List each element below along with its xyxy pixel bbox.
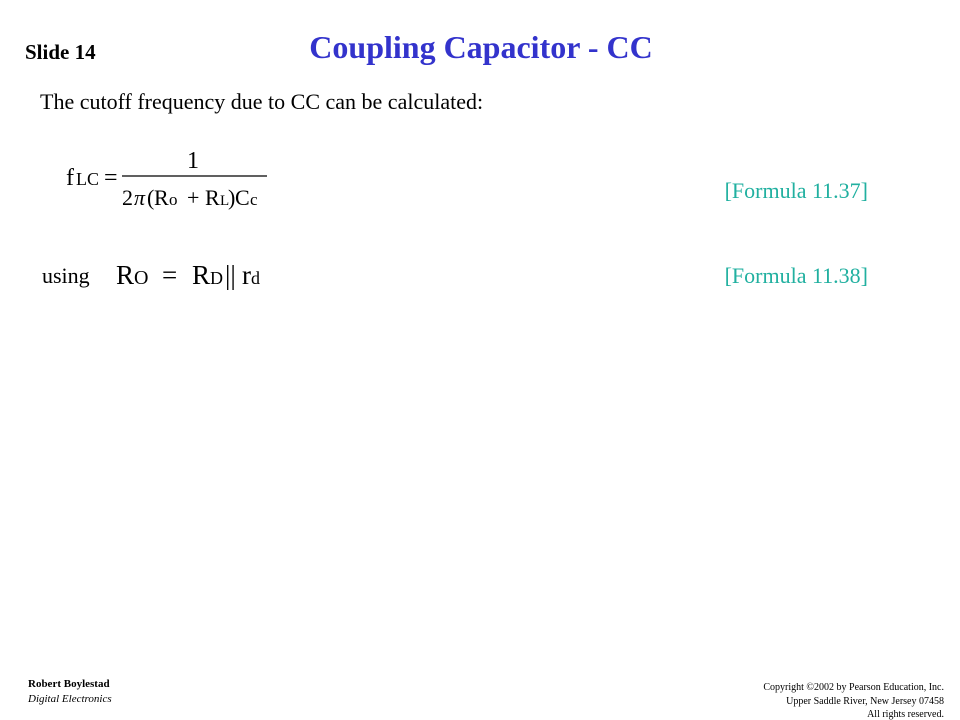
formula-output-resistance: [112, 250, 282, 296]
formula2-lhs-R: R: [116, 260, 135, 290]
formula1-den-C: C: [235, 185, 250, 210]
formula2-rhs-R: R: [192, 260, 211, 290]
formula1-den-R2: R: [205, 185, 220, 210]
formula1-equals: =: [104, 165, 118, 191]
formula1-den-R2-sub: L: [220, 193, 230, 209]
footer-copyright-line3: All rights reserved.: [867, 709, 944, 720]
slide-title-text: Coupling Capacitor - CC: [309, 29, 653, 65]
intro-text: The cutoff frequency due to CC can be calculated:: [40, 89, 484, 114]
formula2-lhs-sub: O: [134, 267, 149, 289]
formula1-den-R1: R: [154, 185, 169, 210]
formula1-numerator: 1: [187, 148, 199, 174]
formula-reference-11-38: [Formula 11.38]: [724, 263, 868, 288]
formula2-rhs-r-sub: d: [251, 268, 260, 288]
using-label: using: [42, 263, 90, 288]
formula1-lhs-f: f: [66, 165, 74, 191]
footer-copyright-line2: Upper Saddle River, New Jersey 07458: [786, 696, 944, 707]
slide-number: Slide 14: [25, 40, 96, 64]
slide-title: [0, 29, 960, 66]
formula1-den-close: ): [228, 185, 236, 210]
footer-author: Robert Boylestad: [28, 678, 110, 690]
formula1-den-R1-sub: o: [169, 190, 178, 209]
footer-copyright-line1: Copyright ©2002 by Pearson Education, Inc.: [763, 682, 944, 693]
formula2-equals: =: [162, 260, 178, 290]
formula-reference-11-37: [Formula 11.37]: [724, 178, 868, 203]
formula1-den-C-sub: c: [250, 190, 258, 209]
formula1-den-plus: +: [187, 185, 200, 210]
formula1-den-open: (: [147, 185, 155, 210]
footer-book-title: Digital Electronics: [28, 693, 112, 705]
formula1-den-2: 2: [122, 185, 133, 210]
formula2-rhs-R-sub: D: [210, 268, 223, 288]
formula2-rhs-r: r: [242, 260, 251, 290]
formula1-lhs-sub: LC: [76, 169, 100, 189]
formula2-parallel: ||: [225, 260, 236, 290]
formula-cutoff-frequency: [60, 140, 280, 215]
formula1-den-pi: π: [134, 185, 146, 210]
